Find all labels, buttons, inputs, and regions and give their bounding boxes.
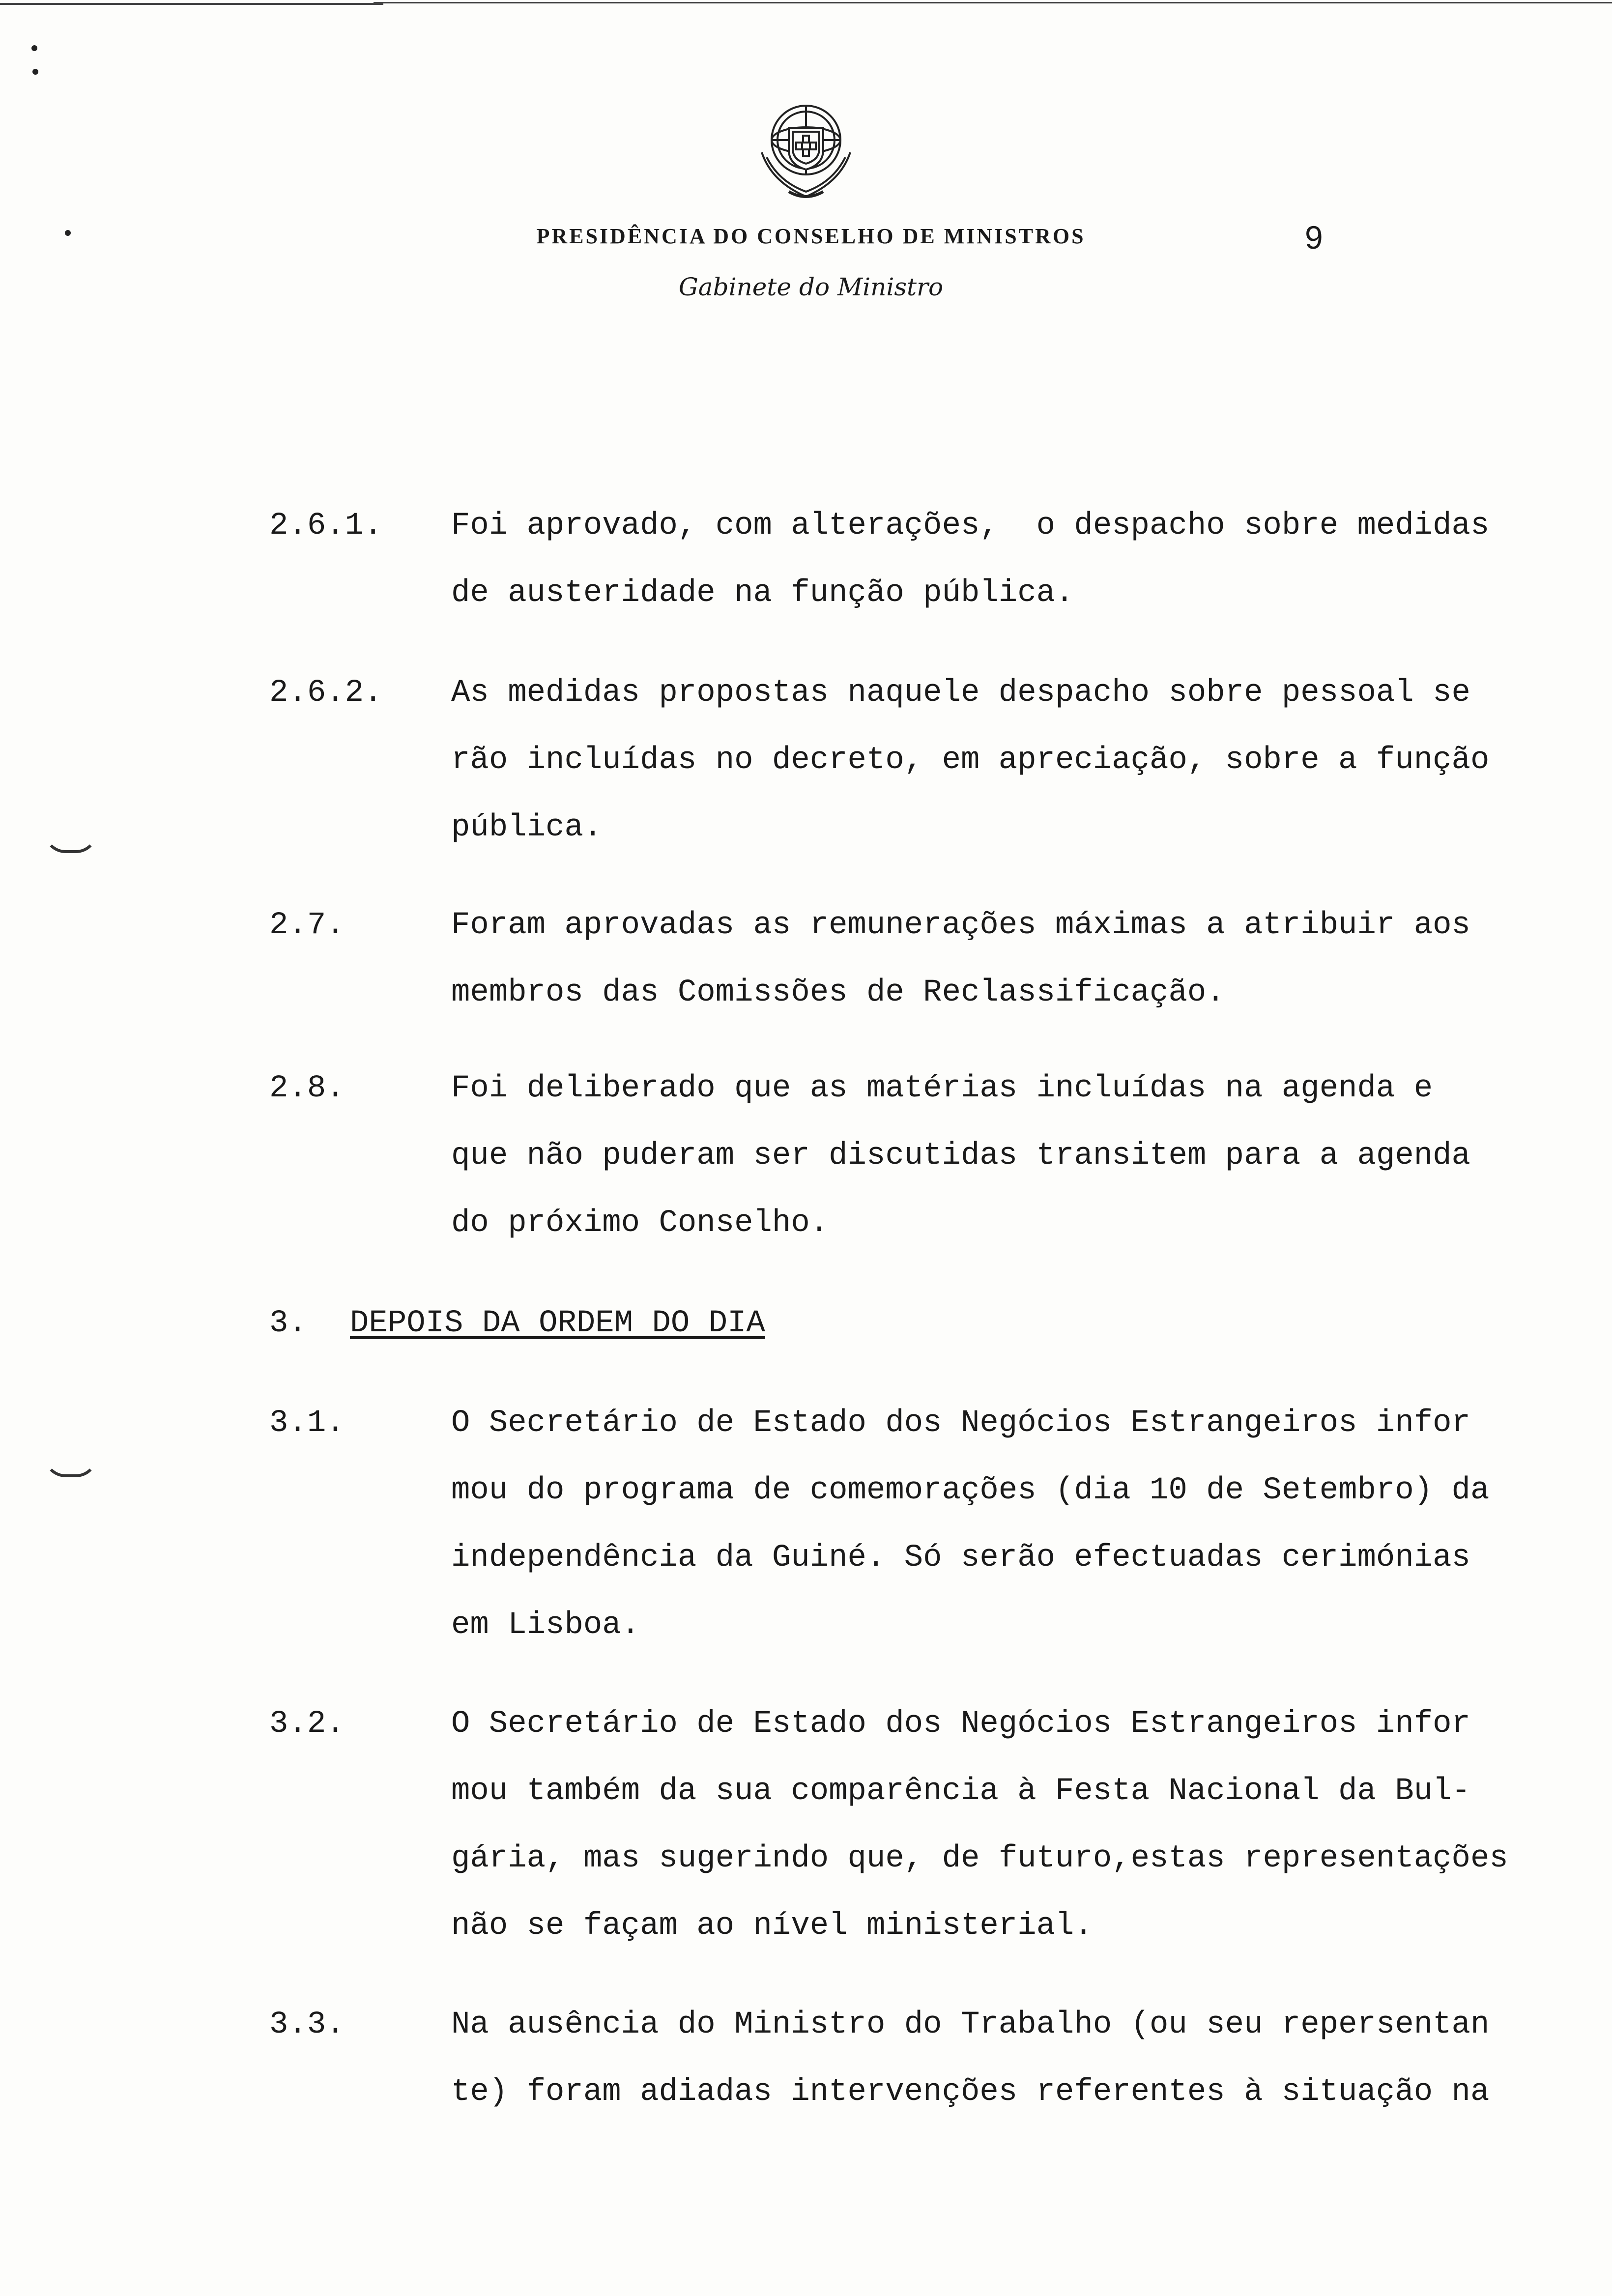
paragraph-number: 3.2. bbox=[269, 1706, 345, 1742]
punch-hole-mark bbox=[43, 831, 98, 853]
page-number: 9 bbox=[1305, 219, 1323, 256]
margin-speck bbox=[65, 230, 71, 236]
text-line: não se façam ao nível ministerial. bbox=[451, 1908, 1093, 1944]
text-line: te) foram adiadas intervenções referentes à situação na bbox=[451, 2074, 1490, 2110]
paragraph-number: 2.6.2. bbox=[269, 675, 383, 711]
paragraph-number: 2.8. bbox=[269, 1071, 345, 1106]
text-line: mou também da sua comparência à Festa Nacional da Bul- bbox=[451, 1774, 1470, 1809]
text-line: gária, mas sugerindo que, de futuro,estas representações bbox=[451, 1841, 1508, 1876]
paragraph-text bbox=[451, 492, 1596, 627]
text-line: As medidas propostas naquele despacho sobre pessoal se bbox=[451, 675, 1470, 711]
text-line: Foram aprovadas as remunerações máximas a atribuir aos bbox=[451, 908, 1470, 943]
text-line: O Secretário de Estado dos Negócios Estrangeiros infor bbox=[451, 1406, 1470, 1441]
punch-hole-mark bbox=[43, 1455, 98, 1477]
text-line: Na ausência do Ministro do Trabalho (ou seu repersentan bbox=[451, 2007, 1490, 2042]
text-line: O Secretário de Estado dos Negócios Estrangeiros infor bbox=[451, 1706, 1470, 1742]
text-line: que não puderam ser discutidas transitem para a agenda bbox=[451, 1138, 1470, 1174]
paragraph-text bbox=[451, 1691, 1596, 1960]
paragraph-number: 3.3. bbox=[269, 2007, 345, 2042]
text-line: mou do programa de comemorações (dia 10 de Setembro) da bbox=[451, 1473, 1490, 1508]
text-line: pública. bbox=[451, 810, 603, 845]
text-line: Foi aprovado, com alterações, o despacho sobre medidas bbox=[451, 508, 1490, 544]
text-line: rão incluídas no decreto, em apreciação, sobre a função bbox=[451, 743, 1490, 778]
paragraph-text bbox=[451, 892, 1596, 1027]
text-line: membros das Comissões de Reclassificação. bbox=[451, 975, 1225, 1010]
margin-speck bbox=[32, 69, 38, 75]
margin-speck bbox=[31, 45, 37, 51]
section-number: 3. bbox=[269, 1306, 307, 1341]
top-rule-right bbox=[374, 2, 1612, 3]
text-line: Foi deliberado que as matérias incluídas na agenda e bbox=[451, 1071, 1433, 1106]
paragraph-text bbox=[451, 1390, 1596, 1659]
portuguese-coat-of-arms-icon bbox=[742, 93, 870, 206]
section-title: DEPOIS DA ORDEM DO DIA bbox=[350, 1306, 765, 1341]
text-line: independência da Guiné. Só serão efectuadas cerimónias bbox=[451, 1540, 1470, 1576]
text-line: de austeridade na função pública. bbox=[451, 575, 1074, 611]
paragraph-number: 2.7. bbox=[269, 908, 345, 943]
paragraph-number: 2.6.1. bbox=[269, 508, 383, 544]
paragraph-text bbox=[451, 1991, 1596, 2126]
text-line: em Lisboa. bbox=[451, 1607, 640, 1643]
text-line: do próximo Conselho. bbox=[451, 1205, 829, 1241]
page-header-title: PRESIDÊNCIA DO CONSELHO DE MINISTROS bbox=[536, 224, 1086, 248]
paragraph-text bbox=[451, 660, 1596, 861]
office-subtitle: Gabinete do Ministro bbox=[678, 273, 944, 301]
paragraph-text bbox=[451, 1055, 1596, 1257]
paragraph-number: 3.1. bbox=[269, 1406, 345, 1441]
top-rule-left bbox=[0, 3, 383, 5]
